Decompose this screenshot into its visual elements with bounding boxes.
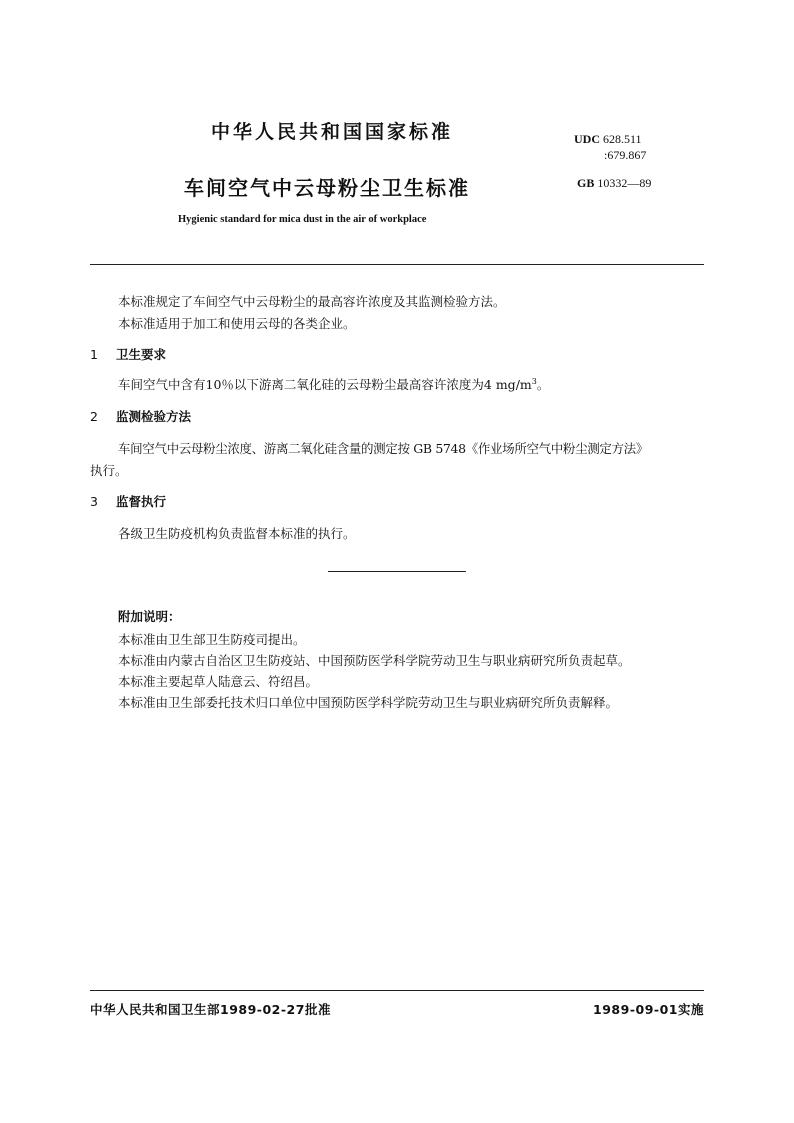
country-standard-heading: 中华人民共和国国家标准 [211, 121, 454, 143]
gb-number: 10332—89 [597, 176, 652, 190]
appendix-line-2: 本标准由内蒙古自治区卫生防疫站、中国预防医学科学院劳动卫生与职业病研究所负责起草。 [118, 653, 631, 668]
udc-value-line1: 628.511 [603, 132, 642, 146]
section-2-text-line1: 车间空气中云母粉尘浓度、游离二氧化硅含量的测定按 GB 5748《作业场所空气中粉尘测定方法》 [118, 441, 648, 456]
section-2-heading [90, 407, 191, 425]
section-3-heading [90, 492, 166, 510]
section-1-text-main: 车间空气中含有10％以下游离二氧化硅的云母粉尘最高容许浓度为4 mg/m [118, 377, 532, 392]
section-2-text-line2: 执行。 [90, 463, 128, 478]
end-of-text-divider [328, 571, 466, 572]
section-2-title: 监测检验方法 [116, 409, 192, 424]
section-3-text: 各级卫生防疫机构负责监督本标准的执行。 [118, 526, 356, 541]
appendix-title: 附加说明： [118, 609, 181, 624]
english-title: Hygienic standard for mica dust in the air of workplace [178, 214, 427, 225]
gb-label: GB [577, 176, 595, 190]
section-3-title: 监督执行 [116, 494, 167, 509]
section-2-number: 2 [90, 409, 98, 424]
udc-code [574, 131, 646, 163]
udc-value-line2: :679.867 [604, 148, 647, 162]
effective-date-line: 1989-09-01实施 [593, 1002, 704, 1017]
approval-line: 中华人民共和国卫生部1989-02-27批准 [90, 1002, 331, 1017]
section-1-superscript: 3 [531, 376, 537, 386]
section-3-number: 3 [90, 494, 98, 509]
intro-paragraph-1: 本标准规定了车间空气中云母粉尘的最高容许浓度及其监测检验方法。 [118, 294, 506, 309]
section-1-title: 卫生要求 [116, 347, 167, 362]
section-1-text [118, 375, 549, 393]
document-title: 车间空气中云母粉尘卫生标准 [184, 176, 470, 200]
appendix-line-3: 本标准主要起草人陆意云、符绍昌。 [118, 674, 319, 689]
appendix-line-1: 本标准由卫生部卫生防疫司提出。 [118, 632, 306, 647]
header-divider [90, 264, 704, 265]
appendix-line-4: 本标准由卫生部委托技术归口单位中国预防医学科学院劳动卫生与职业病研究所负责解释。 [118, 695, 619, 710]
section-1-heading [90, 345, 166, 363]
udc-label: UDC [574, 132, 600, 146]
intro-paragraph-2: 本标准适用于加工和使用云母的各类企业。 [118, 316, 356, 331]
section-1-text-end: 。 [536, 377, 550, 392]
footer-divider [90, 990, 704, 991]
gb-code [577, 176, 651, 191]
section-1-number: 1 [90, 347, 98, 362]
